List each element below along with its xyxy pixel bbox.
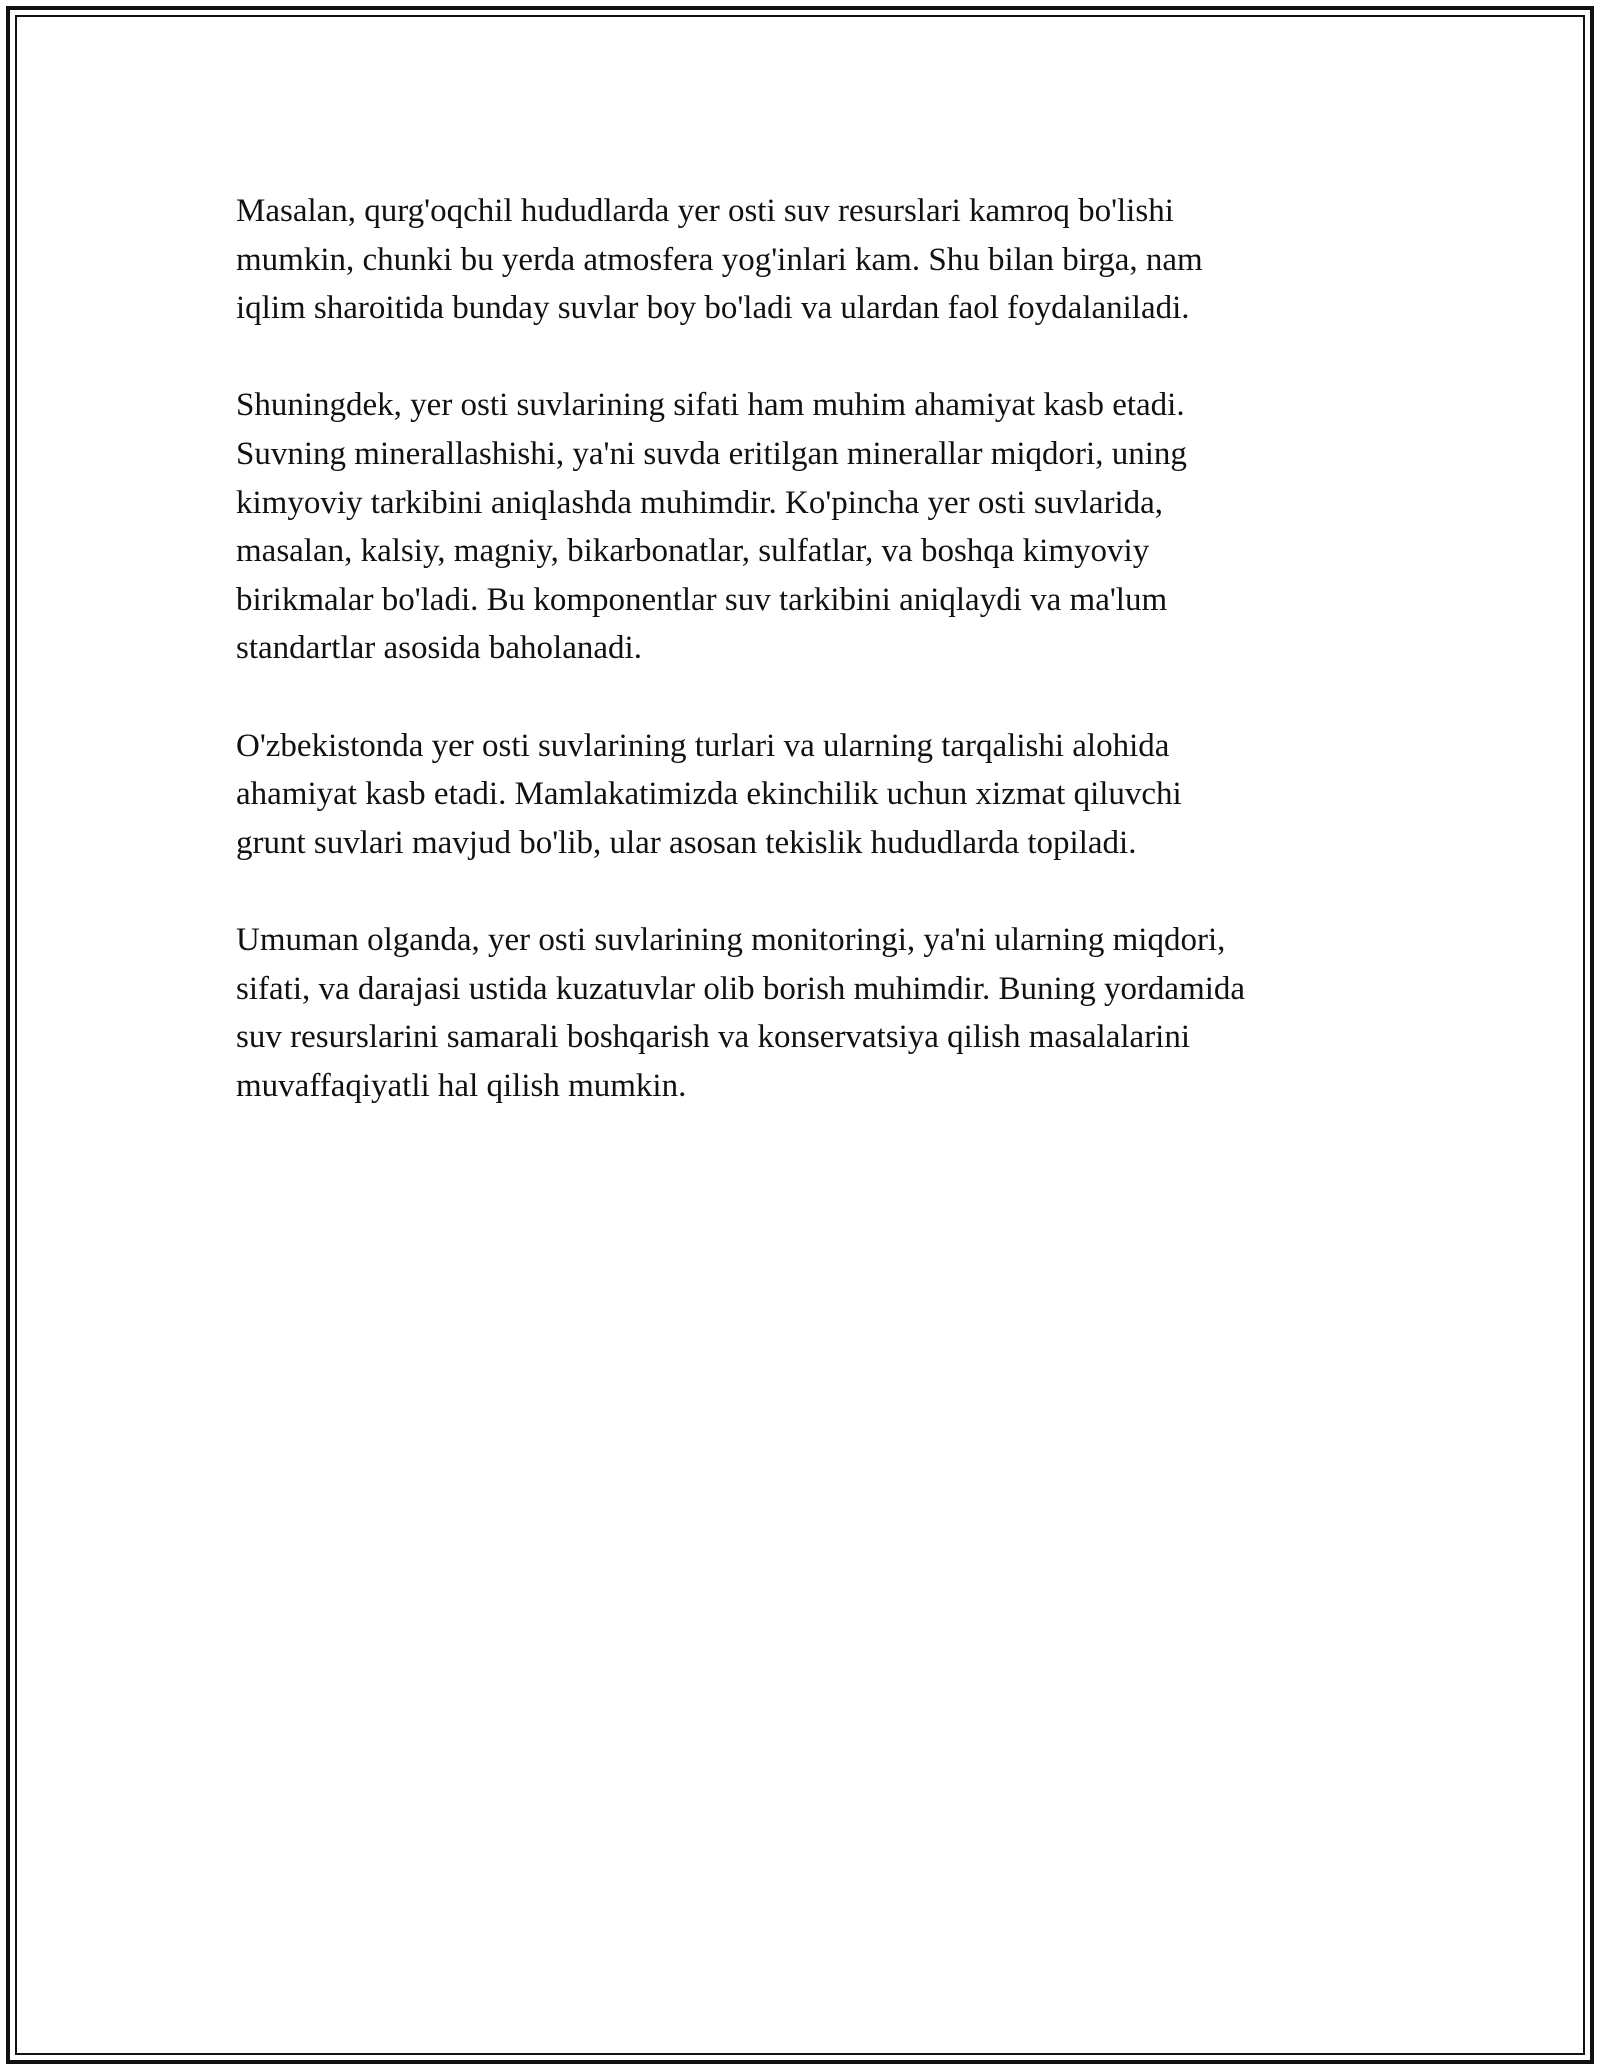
paragraph-3: O'zbekistonda yer osti suvlarining turlari va ularning tarqalishi alohida ahamiyat kasb etadi. Mamlakatimizda ekinchilik uchun xizmat qiluvchi grunt suvlari mavjud bo'lib, ular asosan tekislik hududlarda topiladi.: [236, 727, 1182, 861]
paragraph-2: Shuningdek, yer osti suvlarining sifati ham muhim ahamiyat kasb etadi. Suvning minerallashishi, ya'ni suvda eritilgan minerallar miqdori, uning kimyoviy tarkibini aniqlashda muhimdir. Ko'pincha yer osti suvlarida, masalan, kalsiy, magniy, bikarbonatlar, sulfatlar, va boshqa kimyoviy birikmalar bo'ladi. Bu komponentlar suv tarkibini aniqlaydi va ma'lum standartlar asosida baholanadi.: [236, 387, 1187, 667]
document-body: [236, 187, 1396, 1159]
paragraph-4: Umuman olganda, yer osti suvlarining monitoringi, ya'ni ularning miqdori, sifati, va darajasi ustida kuzatuvlar olib borish muhimdir. Buning yordamida suv resurslarini samarali boshqarish va konservatsiya qilish masalalarini muvaffaqiyatli hal qilish mumkin.: [236, 921, 1246, 1104]
paragraph-1: Masalan, qurg'oqchil hududlarda yer osti suv resurslari kamroq bo'lishi mumkin, chunki bu yerda atmosfera yog'inlari kam. Shu bilan birga, nam iqlim sharoitida bunday suvlar boy bo'ladi va ulardan faol foydalaniladi.: [236, 193, 1203, 327]
